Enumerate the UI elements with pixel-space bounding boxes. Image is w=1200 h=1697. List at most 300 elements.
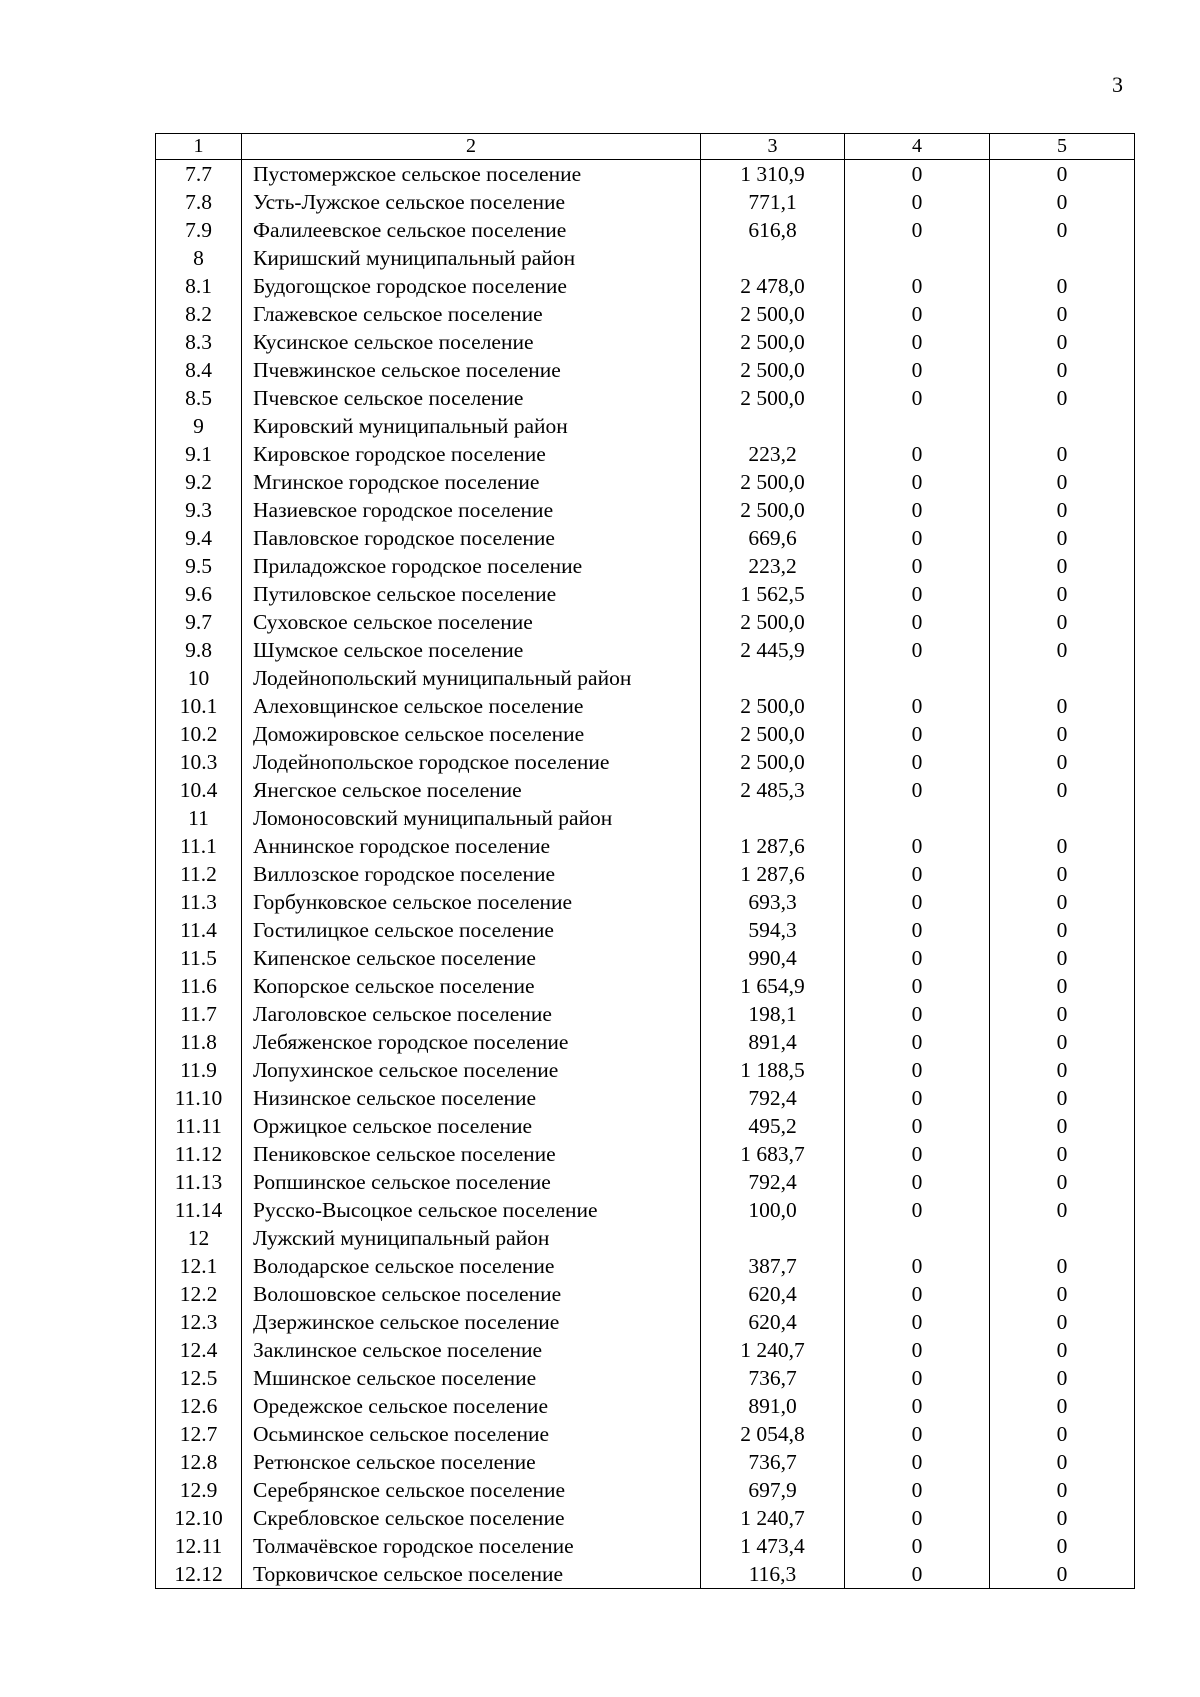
- column-4-cell: 0: [845, 1504, 990, 1532]
- column-4-cell: 0: [845, 692, 990, 720]
- column-4-cell: 0: [845, 1028, 990, 1056]
- table-row: [156, 160, 1135, 189]
- table-row: [156, 1056, 1135, 1084]
- amount-cell: 116,3: [701, 1560, 845, 1589]
- amount-cell: 198,1: [701, 1000, 845, 1028]
- table-row: [156, 524, 1135, 552]
- settlement-name-cell: Ломоносовский муниципальный район: [242, 804, 701, 832]
- table-row: [156, 244, 1135, 272]
- row-number-cell: 11: [156, 804, 242, 832]
- amount-cell: 891,4: [701, 1028, 845, 1056]
- amount-cell: 1 240,7: [701, 1336, 845, 1364]
- column-4-cell: 0: [845, 860, 990, 888]
- amount-cell: 2 500,0: [701, 468, 845, 496]
- column-5-cell: 0: [990, 832, 1135, 860]
- settlement-name-cell: Приладожское городское поселение: [242, 552, 701, 580]
- column-5-cell: 0: [990, 916, 1135, 944]
- table-row: [156, 1140, 1135, 1168]
- column-4-cell: 0: [845, 1084, 990, 1112]
- column-4-cell: 0: [845, 1560, 990, 1589]
- table-row: [156, 1112, 1135, 1140]
- table-row: [156, 328, 1135, 356]
- table-row: [156, 916, 1135, 944]
- column-4-cell: 0: [845, 1252, 990, 1280]
- table-row: [156, 440, 1135, 468]
- table-row: [156, 412, 1135, 440]
- column-5-cell: 0: [990, 552, 1135, 580]
- column-4-cell: 0: [845, 580, 990, 608]
- amount-cell: 1 287,6: [701, 860, 845, 888]
- amount-cell: [701, 412, 845, 440]
- amount-cell: [701, 244, 845, 272]
- table-body: [156, 134, 1135, 1589]
- amount-cell: 1 287,6: [701, 832, 845, 860]
- column-5-cell: 0: [990, 272, 1135, 300]
- column-5-cell: 0: [990, 972, 1135, 1000]
- column-5-cell: 0: [990, 1336, 1135, 1364]
- settlement-name-cell: Мшинское сельское поселение: [242, 1364, 701, 1392]
- column-4-cell: 0: [845, 944, 990, 972]
- row-number-cell: 10.1: [156, 692, 242, 720]
- column-4-cell: 0: [845, 1056, 990, 1084]
- table-row: [156, 356, 1135, 384]
- row-number-cell: 11.1: [156, 832, 242, 860]
- settlement-name-cell: Скребловское сельское поселение: [242, 1504, 701, 1532]
- table-row: [156, 216, 1135, 244]
- table-row: [156, 972, 1135, 1000]
- page-number: 3: [1112, 72, 1123, 97]
- row-number-cell: 11.3: [156, 888, 242, 916]
- column-4-cell: 0: [845, 216, 990, 244]
- settlement-name-cell: Кусинское сельское поселение: [242, 328, 701, 356]
- settlement-name-cell: Низинское сельское поселение: [242, 1084, 701, 1112]
- row-number-cell: 9.4: [156, 524, 242, 552]
- row-number-cell: 9: [156, 412, 242, 440]
- settlement-name-cell: Волошовское сельское поселение: [242, 1280, 701, 1308]
- column-4-cell: 0: [845, 1140, 990, 1168]
- table-row: [156, 1028, 1135, 1056]
- amount-cell: 1 654,9: [701, 972, 845, 1000]
- column-5-cell: 0: [990, 1504, 1135, 1532]
- column-4-cell: 0: [845, 496, 990, 524]
- row-number-cell: 9.1: [156, 440, 242, 468]
- table-row: [156, 1420, 1135, 1448]
- amount-cell: 2 500,0: [701, 328, 845, 356]
- amount-cell: 2 500,0: [701, 384, 845, 412]
- table-row: [156, 1504, 1135, 1532]
- column-5-cell: 0: [990, 468, 1135, 496]
- row-number-cell: 11.12: [156, 1140, 242, 1168]
- row-number-cell: 8: [156, 244, 242, 272]
- row-number-cell: 11.10: [156, 1084, 242, 1112]
- column-4-cell: 0: [845, 1280, 990, 1308]
- settlement-name-cell: Ретюнское сельское поселение: [242, 1448, 701, 1476]
- settlement-name-cell: Лаголовское сельское поселение: [242, 1000, 701, 1028]
- settlement-name-cell: Фалилеевское сельское поселение: [242, 216, 701, 244]
- settlement-name-cell: Лебяженское городское поселение: [242, 1028, 701, 1056]
- column-5-cell: 0: [990, 300, 1135, 328]
- column-4-cell: 0: [845, 916, 990, 944]
- column-5-cell: [990, 804, 1135, 832]
- amount-cell: 495,2: [701, 1112, 845, 1140]
- amount-cell: 2 478,0: [701, 272, 845, 300]
- table-row: [156, 636, 1135, 664]
- column-4-cell: 0: [845, 1000, 990, 1028]
- column-4-cell: 0: [845, 188, 990, 216]
- table-row: [156, 468, 1135, 496]
- amount-cell: 693,3: [701, 888, 845, 916]
- settlement-name-cell: Оредежское сельское поселение: [242, 1392, 701, 1420]
- row-number-cell: 12.2: [156, 1280, 242, 1308]
- row-number-cell: 9.3: [156, 496, 242, 524]
- row-number-cell: 7.7: [156, 160, 242, 189]
- column-4-cell: [845, 1224, 990, 1252]
- row-number-cell: 11.9: [156, 1056, 242, 1084]
- column-5-cell: [990, 412, 1135, 440]
- table-row: [156, 1336, 1135, 1364]
- table-row: [156, 1000, 1135, 1028]
- amount-cell: 620,4: [701, 1280, 845, 1308]
- settlement-name-cell: Виллозское городское поселение: [242, 860, 701, 888]
- table-row: [156, 832, 1135, 860]
- table-row: [156, 748, 1135, 776]
- column-5-cell: [990, 1224, 1135, 1252]
- amount-cell: 697,9: [701, 1476, 845, 1504]
- settlement-name-cell: Шумское сельское поселение: [242, 636, 701, 664]
- column-4-cell: 0: [845, 1448, 990, 1476]
- settlement-name-cell: Кипенское сельское поселение: [242, 944, 701, 972]
- column-4-cell: 0: [845, 1308, 990, 1336]
- column-5-cell: 0: [990, 776, 1135, 804]
- column-4-cell: 0: [845, 1532, 990, 1560]
- table-row: [156, 608, 1135, 636]
- amount-cell: 1 683,7: [701, 1140, 845, 1168]
- row-number-cell: 8.4: [156, 356, 242, 384]
- table-row: [156, 860, 1135, 888]
- column-4-cell: 0: [845, 1336, 990, 1364]
- column-5-cell: [990, 664, 1135, 692]
- settlement-name-cell: Лодейнопольское городское поселение: [242, 748, 701, 776]
- column-4-cell: [845, 804, 990, 832]
- column-4-cell: 0: [845, 272, 990, 300]
- column-4-cell: 0: [845, 552, 990, 580]
- row-number-cell: 7.8: [156, 188, 242, 216]
- amount-cell: 891,0: [701, 1392, 845, 1420]
- column-5-cell: 0: [990, 860, 1135, 888]
- settlement-name-cell: Горбунковское сельское поселение: [242, 888, 701, 916]
- column-5-cell: 0: [990, 1168, 1135, 1196]
- column-4-cell: 0: [845, 1168, 990, 1196]
- settlement-name-cell: Пениковское сельское поселение: [242, 1140, 701, 1168]
- column-4-cell: 0: [845, 524, 990, 552]
- row-number-cell: 9.2: [156, 468, 242, 496]
- column-5-cell: 0: [990, 496, 1135, 524]
- row-number-cell: 10.4: [156, 776, 242, 804]
- amount-cell: 792,4: [701, 1084, 845, 1112]
- amount-cell: 2 500,0: [701, 608, 845, 636]
- table-row: [156, 944, 1135, 972]
- column-4-cell: 0: [845, 328, 990, 356]
- row-number-cell: 12.11: [156, 1532, 242, 1560]
- row-number-cell: 11.8: [156, 1028, 242, 1056]
- column-5-cell: 0: [990, 692, 1135, 720]
- column-4-cell: 0: [845, 160, 990, 189]
- column-5-cell: 0: [990, 1028, 1135, 1056]
- settlement-name-cell: Мгинское городское поселение: [242, 468, 701, 496]
- amount-cell: 1 240,7: [701, 1504, 845, 1532]
- amount-cell: 594,3: [701, 916, 845, 944]
- column-5-cell: 0: [990, 1140, 1135, 1168]
- row-number-cell: 11.5: [156, 944, 242, 972]
- column-4-cell: [845, 664, 990, 692]
- column-5-cell: 0: [990, 384, 1135, 412]
- amount-cell: 736,7: [701, 1448, 845, 1476]
- column-5-cell: 0: [990, 1308, 1135, 1336]
- column-5-cell: 0: [990, 1420, 1135, 1448]
- settlement-name-cell: Лопухинское сельское поселение: [242, 1056, 701, 1084]
- amount-cell: 2 500,0: [701, 496, 845, 524]
- table-row: [156, 664, 1135, 692]
- amount-cell: 616,8: [701, 216, 845, 244]
- column-5-cell: 0: [990, 1000, 1135, 1028]
- row-number-cell: 10: [156, 664, 242, 692]
- column-4-cell: 0: [845, 384, 990, 412]
- row-number-cell: 11.11: [156, 1112, 242, 1140]
- settlement-name-cell: Киришский муниципальный район: [242, 244, 701, 272]
- amount-cell: [701, 1224, 845, 1252]
- amount-cell: 1 310,9: [701, 160, 845, 189]
- column-4-cell: 0: [845, 1112, 990, 1140]
- row-number-cell: 12.4: [156, 1336, 242, 1364]
- row-number-cell: 12: [156, 1224, 242, 1252]
- column-5-cell: 0: [990, 1532, 1135, 1560]
- column-4-cell: 0: [845, 888, 990, 916]
- settlement-name-cell: Павловское городское поселение: [242, 524, 701, 552]
- row-number-cell: 10.3: [156, 748, 242, 776]
- amount-cell: 736,7: [701, 1364, 845, 1392]
- table-row: [156, 272, 1135, 300]
- column-5-cell: 0: [990, 944, 1135, 972]
- row-number-cell: 8.2: [156, 300, 242, 328]
- amount-cell: 990,4: [701, 944, 845, 972]
- header-cell: 3: [701, 134, 845, 160]
- header-cell: 5: [990, 134, 1135, 160]
- table-row: [156, 1560, 1135, 1589]
- table-row: [156, 1448, 1135, 1476]
- settlement-name-cell: Пустомержское сельское поселение: [242, 160, 701, 189]
- header-cell: 4: [845, 134, 990, 160]
- column-5-cell: 0: [990, 1364, 1135, 1392]
- table-row: [156, 888, 1135, 916]
- column-5-cell: 0: [990, 188, 1135, 216]
- settlement-name-cell: Суховское сельское поселение: [242, 608, 701, 636]
- table-row: [156, 1392, 1135, 1420]
- settlement-name-cell: Усть-Лужское сельское поселение: [242, 188, 701, 216]
- settlement-name-cell: Дзержинское сельское поселение: [242, 1308, 701, 1336]
- settlement-name-cell: Толмачёвское городское поселение: [242, 1532, 701, 1560]
- column-4-cell: 0: [845, 748, 990, 776]
- table-row: [156, 1084, 1135, 1112]
- amount-cell: 669,6: [701, 524, 845, 552]
- row-number-cell: 12.7: [156, 1420, 242, 1448]
- amount-cell: 1 473,4: [701, 1532, 845, 1560]
- column-4-cell: [845, 244, 990, 272]
- row-number-cell: 9.7: [156, 608, 242, 636]
- amount-cell: 2 500,0: [701, 720, 845, 748]
- amount-cell: 1 562,5: [701, 580, 845, 608]
- amount-cell: 2 500,0: [701, 748, 845, 776]
- column-4-cell: 0: [845, 1392, 990, 1420]
- column-4-cell: 0: [845, 1196, 990, 1224]
- column-5-cell: 0: [990, 888, 1135, 916]
- settlement-name-cell: Оржицкое сельское поселение: [242, 1112, 701, 1140]
- column-4-cell: 0: [845, 972, 990, 1000]
- settlement-name-cell: Аннинское городское поселение: [242, 832, 701, 860]
- column-4-cell: 0: [845, 720, 990, 748]
- row-number-cell: 12.9: [156, 1476, 242, 1504]
- amount-cell: 2 054,8: [701, 1420, 845, 1448]
- table-row: [156, 496, 1135, 524]
- column-5-cell: 0: [990, 1560, 1135, 1589]
- amount-cell: 771,1: [701, 188, 845, 216]
- settlement-name-cell: Будогощское городское поселение: [242, 272, 701, 300]
- table-row: [156, 1532, 1135, 1560]
- settlement-name-cell: Глажевское сельское поселение: [242, 300, 701, 328]
- table-row: [156, 1224, 1135, 1252]
- amount-cell: 620,4: [701, 1308, 845, 1336]
- column-4-cell: 0: [845, 468, 990, 496]
- row-number-cell: 12.3: [156, 1308, 242, 1336]
- amount-cell: 1 188,5: [701, 1056, 845, 1084]
- settlement-name-cell: Пчевжинское сельское поселение: [242, 356, 701, 384]
- settlement-name-cell: Володарское сельское поселение: [242, 1252, 701, 1280]
- row-number-cell: 7.9: [156, 216, 242, 244]
- column-4-cell: 0: [845, 1476, 990, 1504]
- column-5-cell: 0: [990, 1476, 1135, 1504]
- table-row: [156, 804, 1135, 832]
- settlement-name-cell: Кировский муниципальный район: [242, 412, 701, 440]
- table-header-row: [156, 134, 1135, 160]
- amount-cell: 2 500,0: [701, 356, 845, 384]
- column-4-cell: [845, 412, 990, 440]
- column-4-cell: 0: [845, 832, 990, 860]
- header-cell: 1: [156, 134, 242, 160]
- column-4-cell: 0: [845, 440, 990, 468]
- row-number-cell: 9.6: [156, 580, 242, 608]
- table-row: [156, 776, 1135, 804]
- column-5-cell: 0: [990, 1084, 1135, 1112]
- row-number-cell: 11.7: [156, 1000, 242, 1028]
- data-table: [155, 133, 1135, 1589]
- column-5-cell: 0: [990, 1392, 1135, 1420]
- row-number-cell: 12.5: [156, 1364, 242, 1392]
- column-4-cell: 0: [845, 776, 990, 804]
- settlement-name-cell: Копорское сельское поселение: [242, 972, 701, 1000]
- amount-cell: 2 500,0: [701, 692, 845, 720]
- column-5-cell: 0: [990, 524, 1135, 552]
- settlement-name-cell: Торковичское сельское поселение: [242, 1560, 701, 1589]
- amount-cell: 387,7: [701, 1252, 845, 1280]
- table-row: [156, 384, 1135, 412]
- column-4-cell: 0: [845, 608, 990, 636]
- column-5-cell: 0: [990, 748, 1135, 776]
- column-5-cell: [990, 244, 1135, 272]
- settlement-name-cell: Гостилицкое сельское поселение: [242, 916, 701, 944]
- settlement-name-cell: Кировское городское поселение: [242, 440, 701, 468]
- table-row: [156, 580, 1135, 608]
- table-row: [156, 1364, 1135, 1392]
- row-number-cell: 12.1: [156, 1252, 242, 1280]
- column-5-cell: 0: [990, 1196, 1135, 1224]
- row-number-cell: 8.1: [156, 272, 242, 300]
- column-5-cell: 0: [990, 356, 1135, 384]
- settlement-name-cell: Доможировское сельское поселение: [242, 720, 701, 748]
- column-4-cell: 0: [845, 1364, 990, 1392]
- settlement-name-cell: Путиловское сельское поселение: [242, 580, 701, 608]
- settlement-name-cell: Лужский муниципальный район: [242, 1224, 701, 1252]
- table-row: [156, 692, 1135, 720]
- column-5-cell: 0: [990, 440, 1135, 468]
- column-5-cell: 0: [990, 160, 1135, 189]
- table-row: [156, 1252, 1135, 1280]
- amount-cell: 2 500,0: [701, 300, 845, 328]
- column-4-cell: 0: [845, 300, 990, 328]
- row-number-cell: 11.2: [156, 860, 242, 888]
- table-row: [156, 1168, 1135, 1196]
- table-row: [156, 1308, 1135, 1336]
- column-5-cell: 0: [990, 1112, 1135, 1140]
- column-5-cell: 0: [990, 216, 1135, 244]
- settlement-name-cell: Русско-Высоцкое сельское поселение: [242, 1196, 701, 1224]
- column-4-cell: 0: [845, 356, 990, 384]
- column-5-cell: 0: [990, 636, 1135, 664]
- amount-cell: 223,2: [701, 552, 845, 580]
- row-number-cell: 11.4: [156, 916, 242, 944]
- column-5-cell: 0: [990, 580, 1135, 608]
- table-row: [156, 1280, 1135, 1308]
- row-number-cell: 9.8: [156, 636, 242, 664]
- column-5-cell: 0: [990, 1280, 1135, 1308]
- settlement-name-cell: Ропшинское сельское поселение: [242, 1168, 701, 1196]
- row-number-cell: 8.5: [156, 384, 242, 412]
- table-row: [156, 1476, 1135, 1504]
- table-row: [156, 188, 1135, 216]
- amount-cell: 223,2: [701, 440, 845, 468]
- table-row: [156, 300, 1135, 328]
- column-5-cell: 0: [990, 1252, 1135, 1280]
- settlement-name-cell: Алеховщинское сельское поселение: [242, 692, 701, 720]
- table-row: [156, 720, 1135, 748]
- header-cell: 2: [242, 134, 701, 160]
- amount-cell: [701, 664, 845, 692]
- amount-cell: [701, 804, 845, 832]
- row-number-cell: 12.12: [156, 1560, 242, 1589]
- column-5-cell: 0: [990, 608, 1135, 636]
- column-4-cell: 0: [845, 1420, 990, 1448]
- amount-cell: 100,0: [701, 1196, 845, 1224]
- row-number-cell: 11.14: [156, 1196, 242, 1224]
- row-number-cell: 11.13: [156, 1168, 242, 1196]
- row-number-cell: 11.6: [156, 972, 242, 1000]
- column-5-cell: 0: [990, 328, 1135, 356]
- column-5-cell: 0: [990, 720, 1135, 748]
- settlement-name-cell: Янегское сельское поселение: [242, 776, 701, 804]
- settlement-name-cell: Заклинское сельское поселение: [242, 1336, 701, 1364]
- row-number-cell: 12.8: [156, 1448, 242, 1476]
- settlement-name-cell: Лодейнопольский муниципальный район: [242, 664, 701, 692]
- row-number-cell: 10.2: [156, 720, 242, 748]
- settlement-name-cell: Пчевское сельское поселение: [242, 384, 701, 412]
